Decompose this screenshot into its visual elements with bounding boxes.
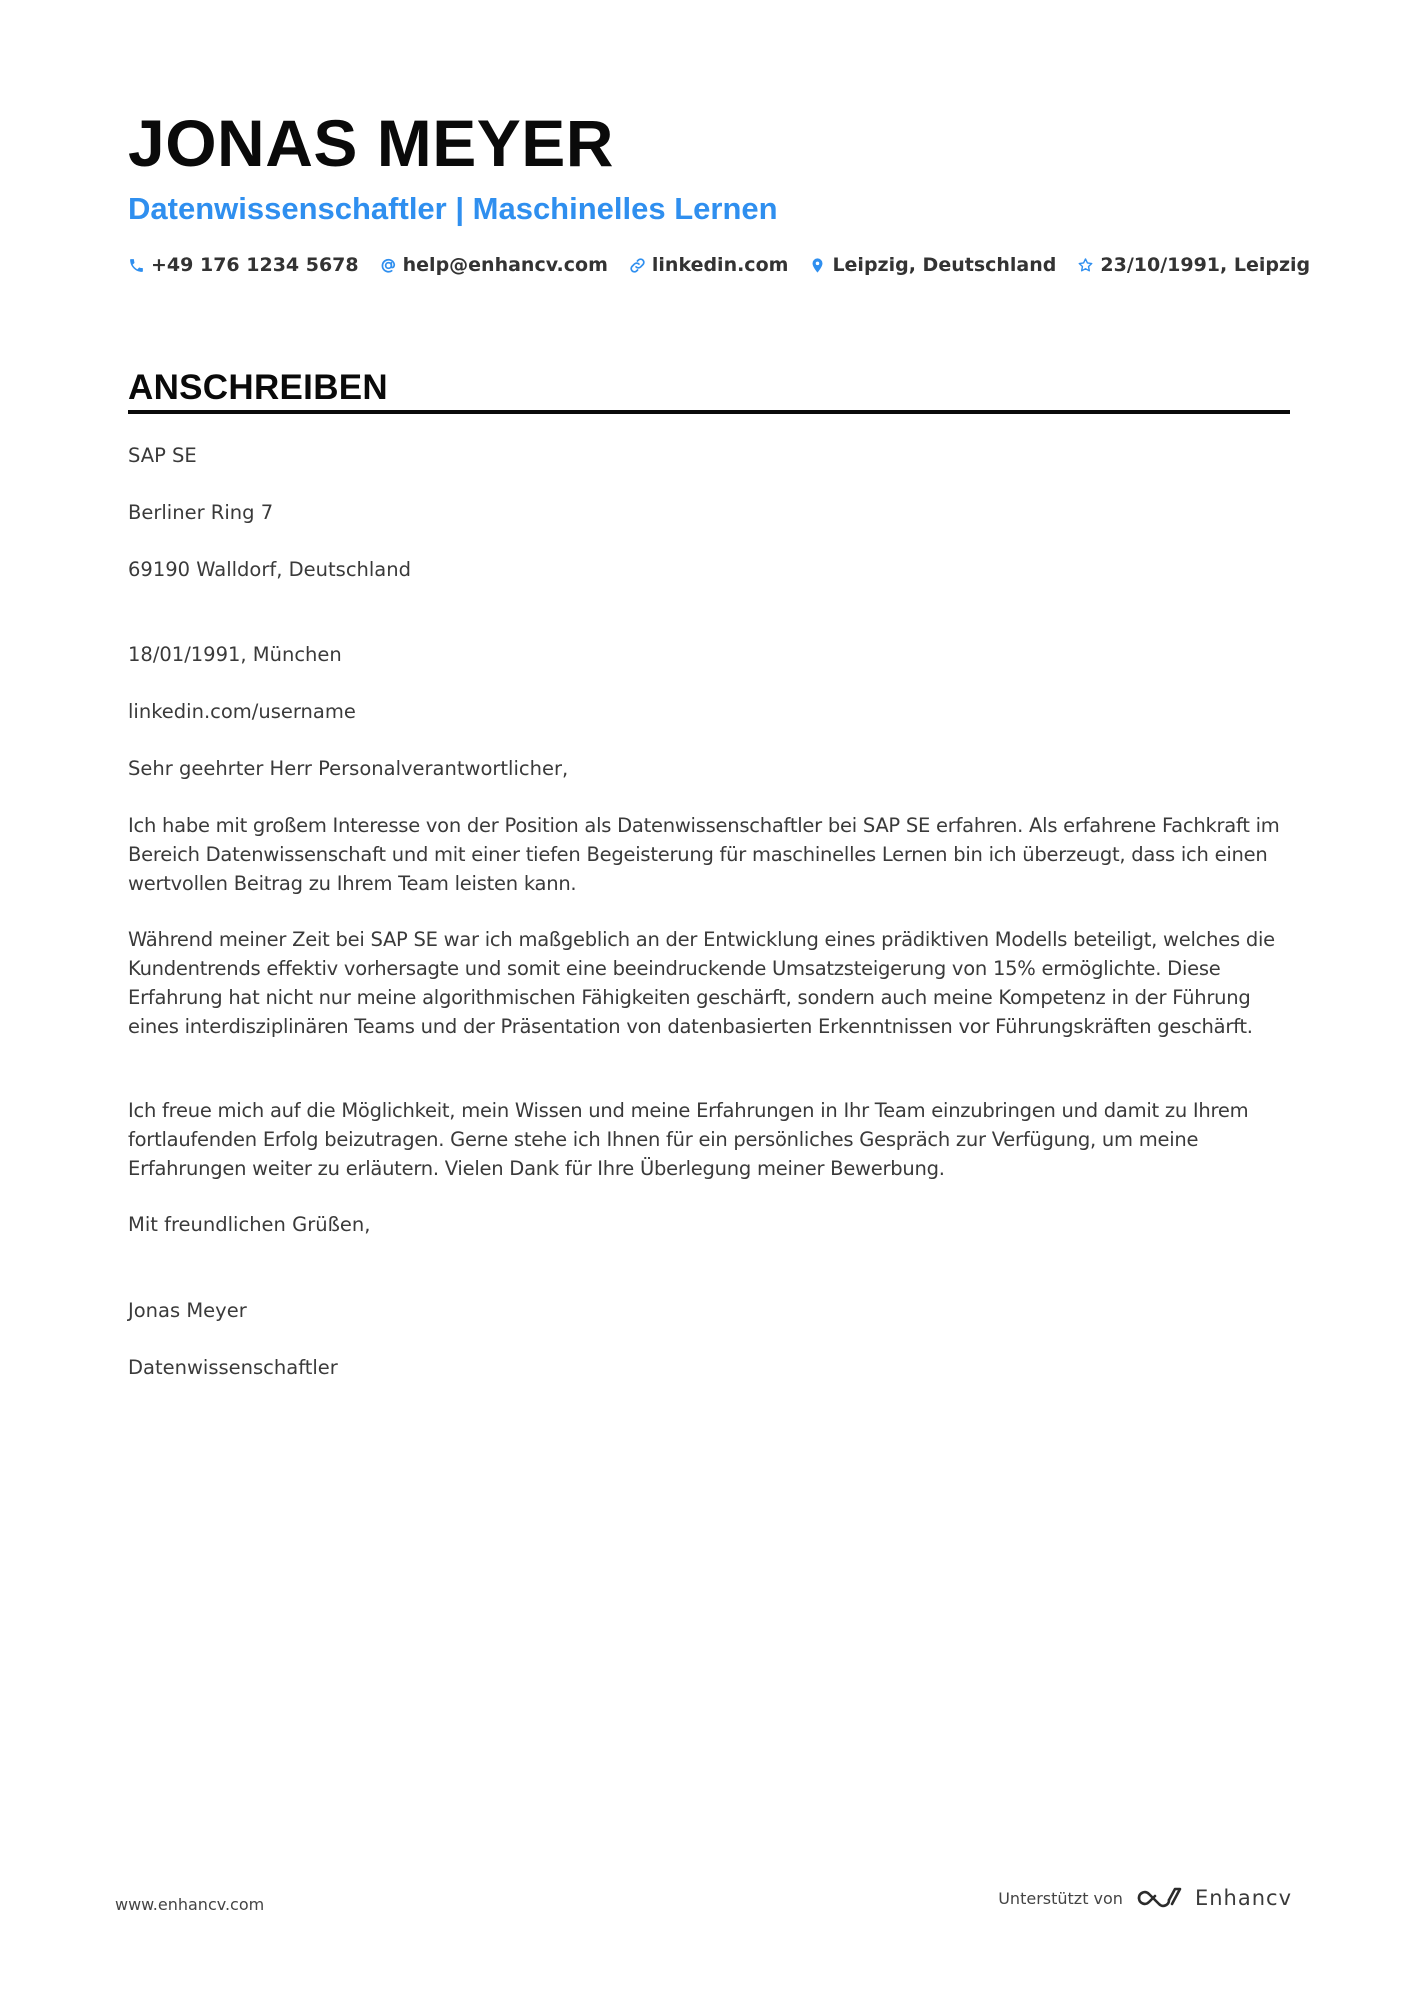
enhancv-logo-icon <box>1135 1885 1183 1911</box>
letter-paragraph: Ich freue mich auf die Möglichkeit, mein Wissen und meine Erfahrungen in Ihr Team einzubringen und damit zu Ihrem fortlaufenden Erfolg beizutragen. Gerne stehe ich Ihnen für ein persönliches Gespräch zur Verfügung, um meine Erfahrungen weiter zu erläutern. Vielen Dank für Ihre Überlegung meiner Bewerbung. <box>128 1099 1249 1180</box>
letter-date: 18/01/1991, München <box>128 643 342 666</box>
contact-birth <box>1077 254 1310 276</box>
footer-brand[interactable] <box>998 1885 1292 1911</box>
location-pin-icon <box>809 257 826 274</box>
letter-greeting: Sehr geehrter Herr Personalverantwortlicher, <box>128 757 569 780</box>
applicant-headline: Datenwissenschaftler | Maschinelles Lernen <box>128 191 778 226</box>
contact-birth-text: 23/10/1991, Leipzig <box>1100 254 1311 276</box>
contact-linkedin[interactable] <box>629 254 789 276</box>
contact-location-text: Leipzig, Deutschland <box>832 254 1057 276</box>
signature-title: Datenwissenschaftler <box>128 1356 338 1379</box>
star-icon <box>1077 257 1094 274</box>
applicant-name: JONAS MEYER <box>128 106 614 180</box>
phone-icon <box>128 257 145 274</box>
contact-email[interactable] <box>380 254 608 276</box>
contact-phone[interactable] <box>128 254 359 276</box>
section-title: ANSCHREIBEN <box>128 368 388 407</box>
letter-paragraph: Während meiner Zeit bei SAP SE war ich maßgeblich an der Entwicklung eines prädiktiven Modells beteiligt, welches die Kundentrends effektiv vorhersagte und somit eine beeindruckende Umsatzsteigerung von 15% ermöglichte. Diese Erfahrung hat nicht nur meine algorithmischen Fähigkeiten geschärft, sondern auch meine Kompetenz in der Führung eines interdisziplinären Teams und der Präsentation von datenbasierten Erkenntnissen vor Führungskräften geschärft. <box>128 928 1275 1038</box>
contact-linkedin-text: linkedin.com <box>651 254 789 276</box>
link-icon <box>629 257 646 274</box>
footer-website-link[interactable]: www.enhancv.com <box>115 1895 265 1914</box>
contact-location <box>809 254 1056 276</box>
profile-link[interactable]: linkedin.com/username <box>128 700 356 723</box>
letter-paragraph: Ich habe mit großem Interesse von der Position als Datenwissenschaftler bei SAP SE erfahren. Als erfahrene Fachkraft im Bereich Datenwissenschaft und mit einer tiefen Begeisterung für maschinelles Lernen bin ich überzeugt, dass ich einen wertvollen Beitrag zu Ihrem Team leisten kann. <box>128 814 1280 895</box>
contact-email-text: help@enhancv.com <box>402 254 608 276</box>
signature-name: Jonas Meyer <box>128 1299 247 1322</box>
recipient-company: SAP SE <box>128 444 197 467</box>
recipient-street: Berliner Ring 7 <box>128 501 274 524</box>
section-divider <box>128 410 1290 414</box>
recipient-city: 69190 Walldorf, Deutschland <box>128 558 411 581</box>
letter-closing: Mit freundlichen Grüßen, <box>128 1213 371 1236</box>
contact-phone-text: +49 176 1234 5678 <box>151 254 359 276</box>
contact-bar <box>128 254 1331 276</box>
powered-by-label: Unterstützt von <box>998 1888 1123 1908</box>
at-icon <box>380 257 397 274</box>
brand-name: Enhancv <box>1194 1886 1292 1910</box>
